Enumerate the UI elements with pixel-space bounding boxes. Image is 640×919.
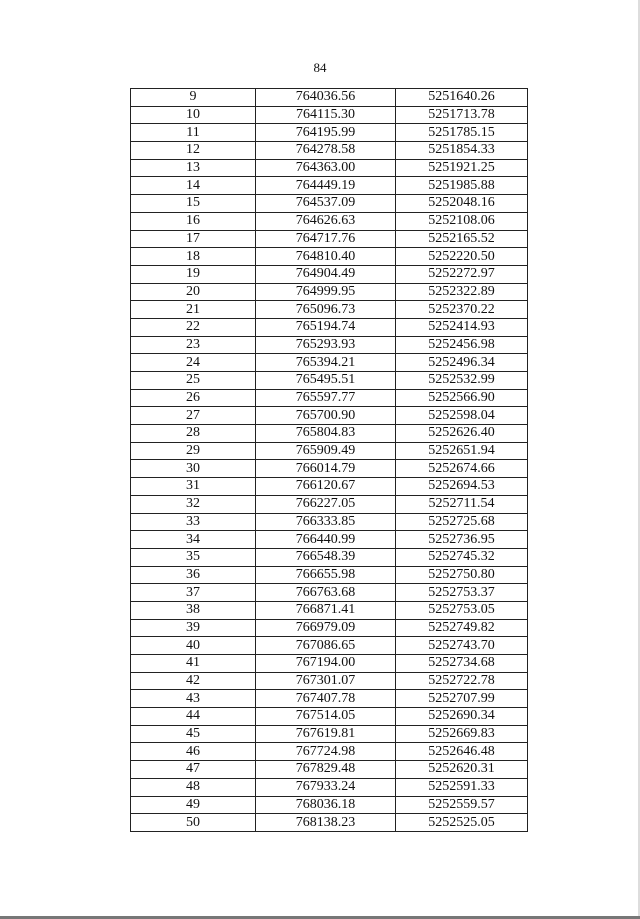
point-number-cell: 15 [131,195,256,213]
y-coordinate-cell: 5252591.33 [396,778,528,796]
y-coordinate-cell: 5251854.33 [396,142,528,160]
y-coordinate-cell: 5252626.40 [396,425,528,443]
table-row [131,495,528,513]
table-row [131,283,528,301]
y-coordinate-cell: 5251785.15 [396,124,528,142]
point-number-cell: 50 [131,814,256,832]
point-number-cell: 32 [131,495,256,513]
page-number: 84 [313,60,327,75]
table-row [131,142,528,160]
y-coordinate-cell: 5252694.53 [396,478,528,496]
x-coordinate-cell: 765597.77 [256,389,396,407]
table-row [131,584,528,602]
y-coordinate-cell: 5252532.99 [396,372,528,390]
table-row [131,248,528,266]
y-coordinate-cell: 5252220.50 [396,248,528,266]
table-row [131,230,528,248]
table-row [131,372,528,390]
y-coordinate-cell: 5252690.34 [396,708,528,726]
point-number-cell: 40 [131,637,256,655]
x-coordinate-cell: 766014.79 [256,460,396,478]
x-coordinate-cell: 764036.56 [256,89,396,107]
y-coordinate-cell: 5252669.83 [396,725,528,743]
y-coordinate-cell: 5252370.22 [396,301,528,319]
y-coordinate-cell: 5252165.52 [396,230,528,248]
x-coordinate-cell: 767194.00 [256,655,396,673]
x-coordinate-cell: 766763.68 [256,584,396,602]
table-row [131,513,528,531]
table-row [131,389,528,407]
point-number-cell: 45 [131,725,256,743]
y-coordinate-cell: 5252734.68 [396,655,528,673]
y-coordinate-cell: 5252322.89 [396,283,528,301]
table-row [131,672,528,690]
table-row [131,531,528,549]
point-number-cell: 47 [131,761,256,779]
point-number-cell: 27 [131,407,256,425]
table-row [131,354,528,372]
x-coordinate-cell: 766979.09 [256,619,396,637]
table-row [131,407,528,425]
x-coordinate-cell: 764717.76 [256,230,396,248]
x-coordinate-cell: 767514.05 [256,708,396,726]
y-coordinate-cell: 5252725.68 [396,513,528,531]
y-coordinate-cell: 5252711.54 [396,495,528,513]
table-row [131,478,528,496]
point-number-cell: 17 [131,230,256,248]
x-coordinate-cell: 766333.85 [256,513,396,531]
y-coordinate-cell: 5252496.34 [396,354,528,372]
table-row [131,425,528,443]
y-coordinate-cell: 5252456.98 [396,336,528,354]
point-number-cell: 34 [131,531,256,549]
table-row [131,655,528,673]
y-coordinate-cell: 5252525.05 [396,814,528,832]
y-coordinate-cell: 5252048.16 [396,195,528,213]
y-coordinate-cell: 5252620.31 [396,761,528,779]
y-coordinate-cell: 5252566.90 [396,389,528,407]
table-row [131,725,528,743]
y-coordinate-cell: 5252559.57 [396,796,528,814]
table-row [131,743,528,761]
point-number-cell: 29 [131,442,256,460]
table-row [131,124,528,142]
table-row [131,637,528,655]
point-number-cell: 24 [131,354,256,372]
y-coordinate-cell: 5252414.93 [396,318,528,336]
y-coordinate-cell: 5252753.05 [396,601,528,619]
point-number-cell: 39 [131,619,256,637]
coordinates-table [130,88,528,832]
x-coordinate-cell: 765293.93 [256,336,396,354]
y-coordinate-cell: 5252707.99 [396,690,528,708]
y-coordinate-cell: 5252646.48 [396,743,528,761]
table-row [131,212,528,230]
y-coordinate-cell: 5252722.78 [396,672,528,690]
x-coordinate-cell: 766440.99 [256,531,396,549]
x-coordinate-cell: 765394.21 [256,354,396,372]
point-number-cell: 44 [131,708,256,726]
point-number-cell: 18 [131,248,256,266]
x-coordinate-cell: 764537.09 [256,195,396,213]
point-number-cell: 19 [131,265,256,283]
table-row [131,796,528,814]
x-coordinate-cell: 767086.65 [256,637,396,655]
point-number-cell: 23 [131,336,256,354]
x-coordinate-cell: 768036.18 [256,796,396,814]
x-coordinate-cell: 767619.81 [256,725,396,743]
table-row [131,265,528,283]
point-number-cell: 30 [131,460,256,478]
point-number-cell: 11 [131,124,256,142]
table-row [131,708,528,726]
table-row [131,761,528,779]
x-coordinate-cell: 766871.41 [256,601,396,619]
y-coordinate-cell: 5252108.06 [396,212,528,230]
point-number-cell: 26 [131,389,256,407]
y-coordinate-cell: 5252674.66 [396,460,528,478]
point-number-cell: 42 [131,672,256,690]
x-coordinate-cell: 768138.23 [256,814,396,832]
point-number-cell: 28 [131,425,256,443]
y-coordinate-cell: 5251985.88 [396,177,528,195]
point-number-cell: 49 [131,796,256,814]
x-coordinate-cell: 765495.51 [256,372,396,390]
point-number-cell: 14 [131,177,256,195]
point-number-cell: 31 [131,478,256,496]
x-coordinate-cell: 764999.95 [256,283,396,301]
point-number-cell: 10 [131,106,256,124]
x-coordinate-cell: 766227.05 [256,495,396,513]
table-row [131,619,528,637]
x-coordinate-cell: 764449.19 [256,177,396,195]
point-number-cell: 38 [131,601,256,619]
point-number-cell: 16 [131,212,256,230]
table-row [131,442,528,460]
x-coordinate-cell: 765194.74 [256,318,396,336]
x-coordinate-cell: 764904.49 [256,265,396,283]
table-row [131,336,528,354]
x-coordinate-cell: 766548.39 [256,548,396,566]
point-number-cell: 12 [131,142,256,160]
point-number-cell: 20 [131,283,256,301]
table-row [131,159,528,177]
point-number-cell: 33 [131,513,256,531]
table-row [131,195,528,213]
x-coordinate-cell: 767724.98 [256,743,396,761]
y-coordinate-cell: 5252749.82 [396,619,528,637]
x-coordinate-cell: 764195.99 [256,124,396,142]
y-coordinate-cell: 5252598.04 [396,407,528,425]
table-row [131,106,528,124]
table-row [131,566,528,584]
y-coordinate-cell: 5251921.25 [396,159,528,177]
y-coordinate-cell: 5252750.80 [396,566,528,584]
table-row [131,690,528,708]
x-coordinate-cell: 764278.58 [256,142,396,160]
y-coordinate-cell: 5252651.94 [396,442,528,460]
x-coordinate-cell: 764115.30 [256,106,396,124]
y-coordinate-cell: 5251713.78 [396,106,528,124]
table-row [131,318,528,336]
x-coordinate-cell: 766655.98 [256,566,396,584]
table-row [131,89,528,107]
x-coordinate-cell: 767407.78 [256,690,396,708]
table-row [131,778,528,796]
point-number-cell: 35 [131,548,256,566]
x-coordinate-cell: 767933.24 [256,778,396,796]
table-row [131,601,528,619]
y-coordinate-cell: 5251640.26 [396,89,528,107]
point-number-cell: 36 [131,566,256,584]
x-coordinate-cell: 766120.67 [256,478,396,496]
point-number-cell: 25 [131,372,256,390]
table-row [131,177,528,195]
table-row [131,460,528,478]
x-coordinate-cell: 764810.40 [256,248,396,266]
y-coordinate-cell: 5252753.37 [396,584,528,602]
point-number-cell: 37 [131,584,256,602]
x-coordinate-cell: 764363.00 [256,159,396,177]
point-number-cell: 48 [131,778,256,796]
x-coordinate-cell: 765909.49 [256,442,396,460]
y-coordinate-cell: 5252272.97 [396,265,528,283]
y-coordinate-cell: 5252745.32 [396,548,528,566]
table-row [131,301,528,319]
x-coordinate-cell: 767829.48 [256,761,396,779]
coordinates-table-body [131,89,528,832]
point-number-cell: 43 [131,690,256,708]
y-coordinate-cell: 5252743.70 [396,637,528,655]
point-number-cell: 22 [131,318,256,336]
point-number-cell: 21 [131,301,256,319]
x-coordinate-cell: 767301.07 [256,672,396,690]
point-number-cell: 46 [131,743,256,761]
x-coordinate-cell: 765096.73 [256,301,396,319]
y-coordinate-cell: 5252736.95 [396,531,528,549]
point-number-cell: 41 [131,655,256,673]
table-row [131,814,528,832]
x-coordinate-cell: 764626.63 [256,212,396,230]
point-number-cell: 13 [131,159,256,177]
point-number-cell: 9 [131,89,256,107]
table-row [131,548,528,566]
x-coordinate-cell: 765700.90 [256,407,396,425]
x-coordinate-cell: 765804.83 [256,425,396,443]
